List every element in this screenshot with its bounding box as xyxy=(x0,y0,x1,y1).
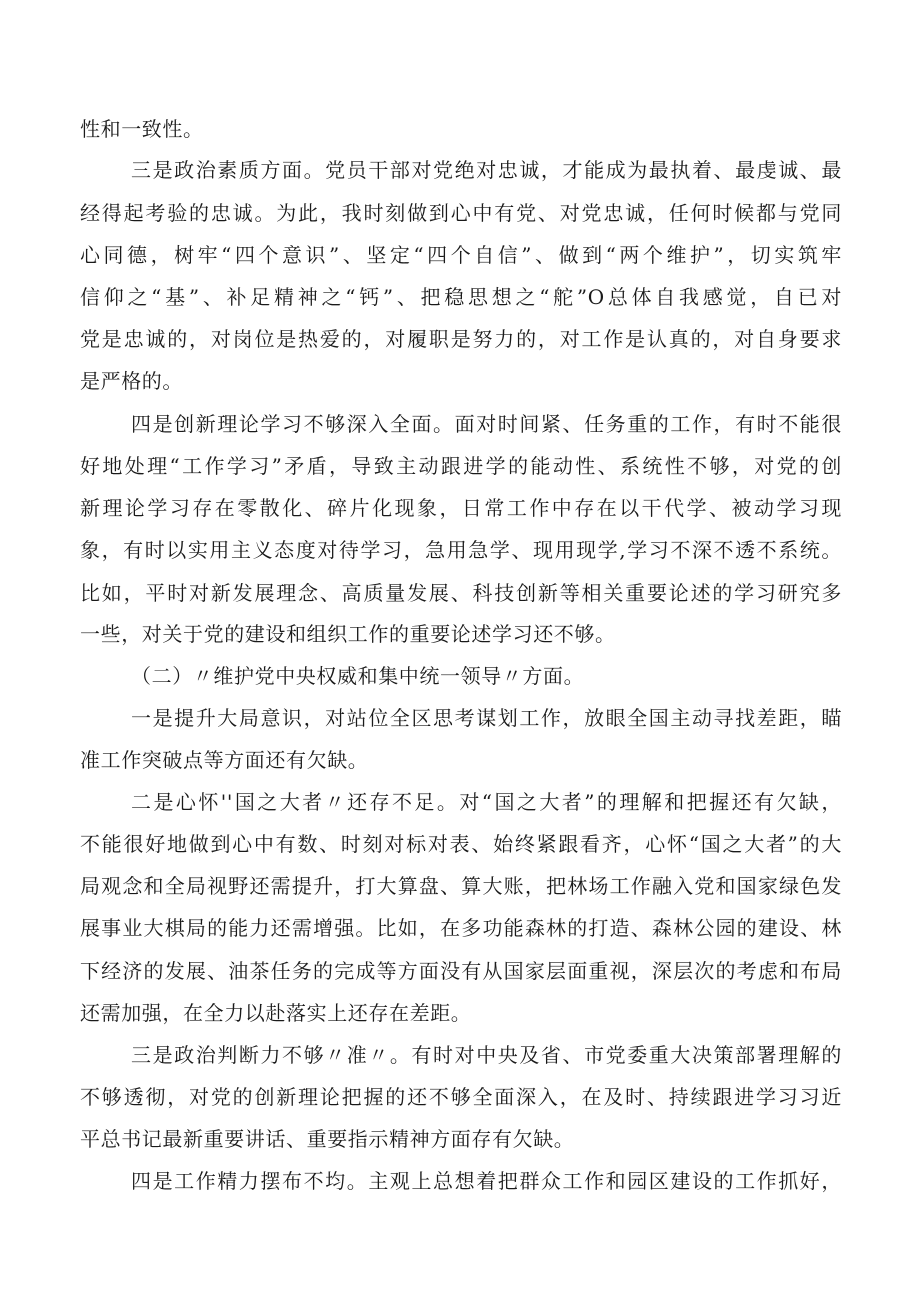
text-line: 性和一致性。 xyxy=(80,117,204,141)
text-line: 二是心怀''国之大者〃还存不足。对“国之大者”的理解和把握还有欠缺， xyxy=(131,790,842,814)
text-line: 局观念和全局视野还需提升，打大算盘、算大账，把林场工作融入党和国家绿色发 xyxy=(80,874,842,898)
text-line: 经得起考验的忠诚。为此，我时刻做到心中有党、对党忠诚，任何时候都与党同 xyxy=(80,201,842,225)
text-line: 党是忠诚的，对岗位是热爱的，对履职是努力的，对工作是认真的，对自身要求 xyxy=(80,327,842,351)
section-heading: （二）〃维护党中央权威和集中统一领导〃方面。 xyxy=(131,664,585,688)
text-line: 平总书记最新重要讲话、重要指示精神方面存有欠缺。 xyxy=(80,1127,575,1151)
text-line: 好地处理“工作学习”矛盾，导致主动跟进学的能动性、系统性不够，对党的创 xyxy=(80,454,842,478)
text-line: 新理论学习存在零散化、碎片化现象，日常工作中存在以干代学、被动学习现 xyxy=(80,496,842,520)
text-line: 不能很好地做到心中有数、时刻对标对表、始终紧跟看齐，心怀“国之大者”的大 xyxy=(80,832,842,856)
text-line: 三是政治素质方面。党员干部对党绝对忠诚，才能成为最执着、最虔诚、最 xyxy=(131,158,842,182)
text-line: 准工作突破点等方面还有欠缺。 xyxy=(80,748,369,772)
text-line: 不够透彻，对党的创新理论把握的还不够全面深入，在及时、持续跟进学习习近 xyxy=(80,1085,842,1109)
text-line: 心同德，树牢“四个意识”、坚定“四个自信”、做到“两个维护”，切实筑牢 xyxy=(80,243,842,267)
text-line: 是严格的。 xyxy=(80,369,183,393)
text-line: 信仰之“基”、补足精神之“钙”、把稳思想之“舵”O总体自我感觉，自已对 xyxy=(80,285,842,309)
text-line: 一些，对关于党的建设和组织工作的重要论述学习还不够。 xyxy=(80,622,616,646)
text-line: 四是创新理论学习不够深入全面。面对时间紧、任务重的工作，有时不能很 xyxy=(131,412,842,436)
text-line: 还需加强，在全力以赴落实上还存在差距。 xyxy=(80,1001,472,1025)
text-line: 展事业大棋局的能力还需增强。比如，在多功能森林的打造、森林公园的建设、林 xyxy=(80,916,842,940)
text-line: 四是工作精力摆布不均。主观上总想着把群众工作和园区建设的工作抓好， xyxy=(131,1169,842,1193)
text-line: 下经济的发展、油茶任务的完成等方面没有从国家层面重视，深层次的考虑和布局 xyxy=(80,959,842,983)
text-line: 一是提升大局意识，对站位全区思考谋划工作，放眼全国主动寻找差距，瞄 xyxy=(131,706,842,730)
text-line: 象，有时以实用主义态度对待学习，急用急学、现用现学,学习不深不透不系统。 xyxy=(80,538,842,562)
text-line: 三是政治判断力不够〃准〃。有时对中央及省、市党委重大决策部署理解的 xyxy=(131,1043,842,1067)
text-line: 比如，平时对新发展理念、高质量发展、科技创新等相关重要论述的学习研究多 xyxy=(80,581,842,605)
